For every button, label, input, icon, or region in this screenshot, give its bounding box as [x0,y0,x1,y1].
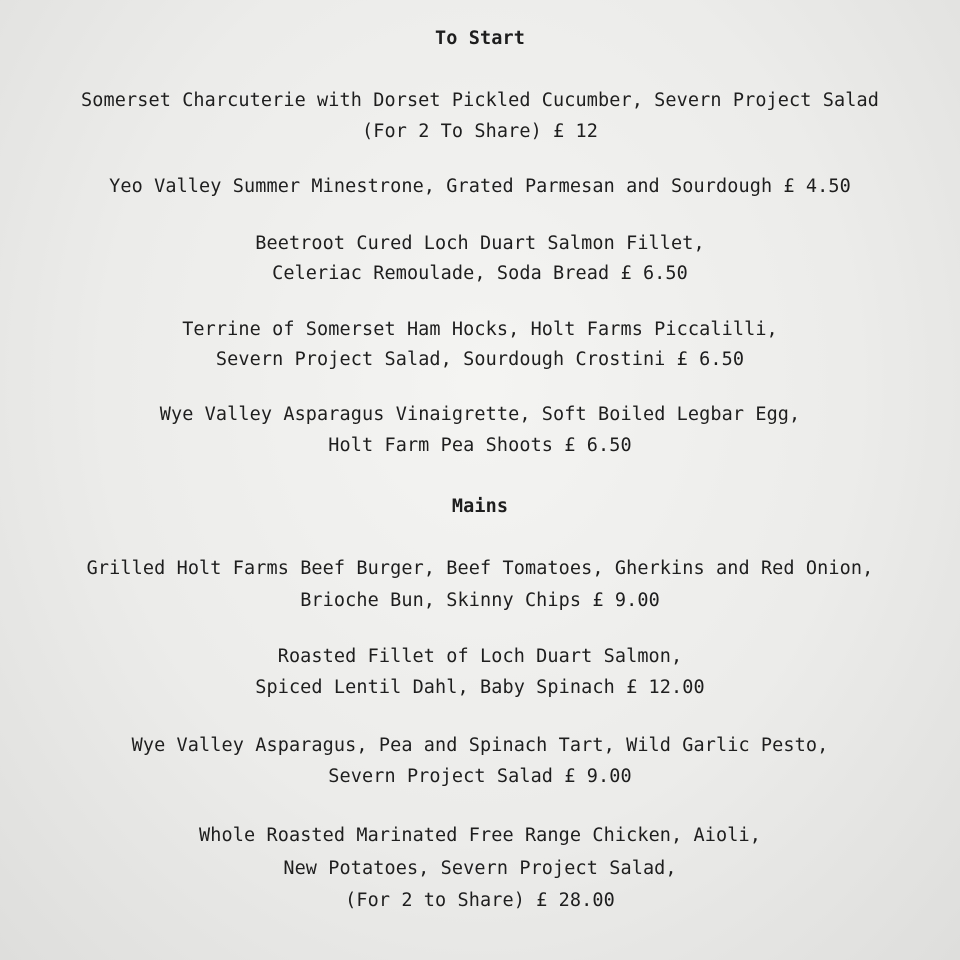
menu-item-asparagus-vinaigrette-line-1: Wye Valley Asparagus Vinaigrette, Soft Boiled Legbar Egg, [159,404,801,425]
menu-item-tart-line-1: Wye Valley Asparagus, Pea and Spinach Tart, Wild Garlic Pesto, [131,735,829,756]
menu-item-minestrone: Yeo Valley Summer Minestrone, Grated Parmesan and Sourdough £ 4.50 [109,176,851,197]
menu-item-salmon-main-line-1: Roasted Fillet of Loch Duart Salmon, [277,646,683,667]
menu-item-burger-line-2: Brioche Bun, Skinny Chips £ 9.00 [300,590,660,611]
menu-item-salmon-main-line-2: Spiced Lentil Dahl, Baby Spinach £ 12.00 [255,677,705,698]
menu-item-tart-line-2: Severn Project Salad £ 9.00 [328,766,632,787]
menu-item-burger-line-1: Grilled Holt Farms Beef Burger, Beef Tomatoes, Gherkins and Red Onion, [86,558,874,579]
menu-item-salmon-starter-line-2: Celeriac Remoulade, Soda Bread £ 6.50 [272,263,688,284]
menu-item-salmon-starter-line-1: Beetroot Cured Loch Duart Salmon Fillet, [255,233,705,254]
menu-item-chicken-line-2: New Potatoes, Severn Project Salad, [283,858,677,879]
menu-item-asparagus-vinaigrette-line-2: Holt Farm Pea Shoots £ 6.50 [328,435,632,456]
menu-item-charcuterie-line-2: (For 2 To Share) £ 12 [362,121,598,142]
menu-item-terrine-line-2: Severn Project Salad, Sourdough Crostini £ 6.50 [215,349,745,370]
section-heading-starters: To Start [435,28,525,49]
section-heading-mains: Mains [451,496,509,517]
menu-item-charcuterie-line-1: Somerset Charcuterie with Dorset Pickled Cucumber, Severn Project Salad [81,90,879,111]
menu-item-chicken-line-1: Whole Roasted Marinated Free Range Chicken, Aioli, [199,825,761,846]
menu-item-terrine-line-1: Terrine of Somerset Ham Hocks, Holt Farms Piccalilli, [182,319,778,340]
menu-item-chicken-line-3: (For 2 to Share) £ 28.00 [345,890,615,911]
